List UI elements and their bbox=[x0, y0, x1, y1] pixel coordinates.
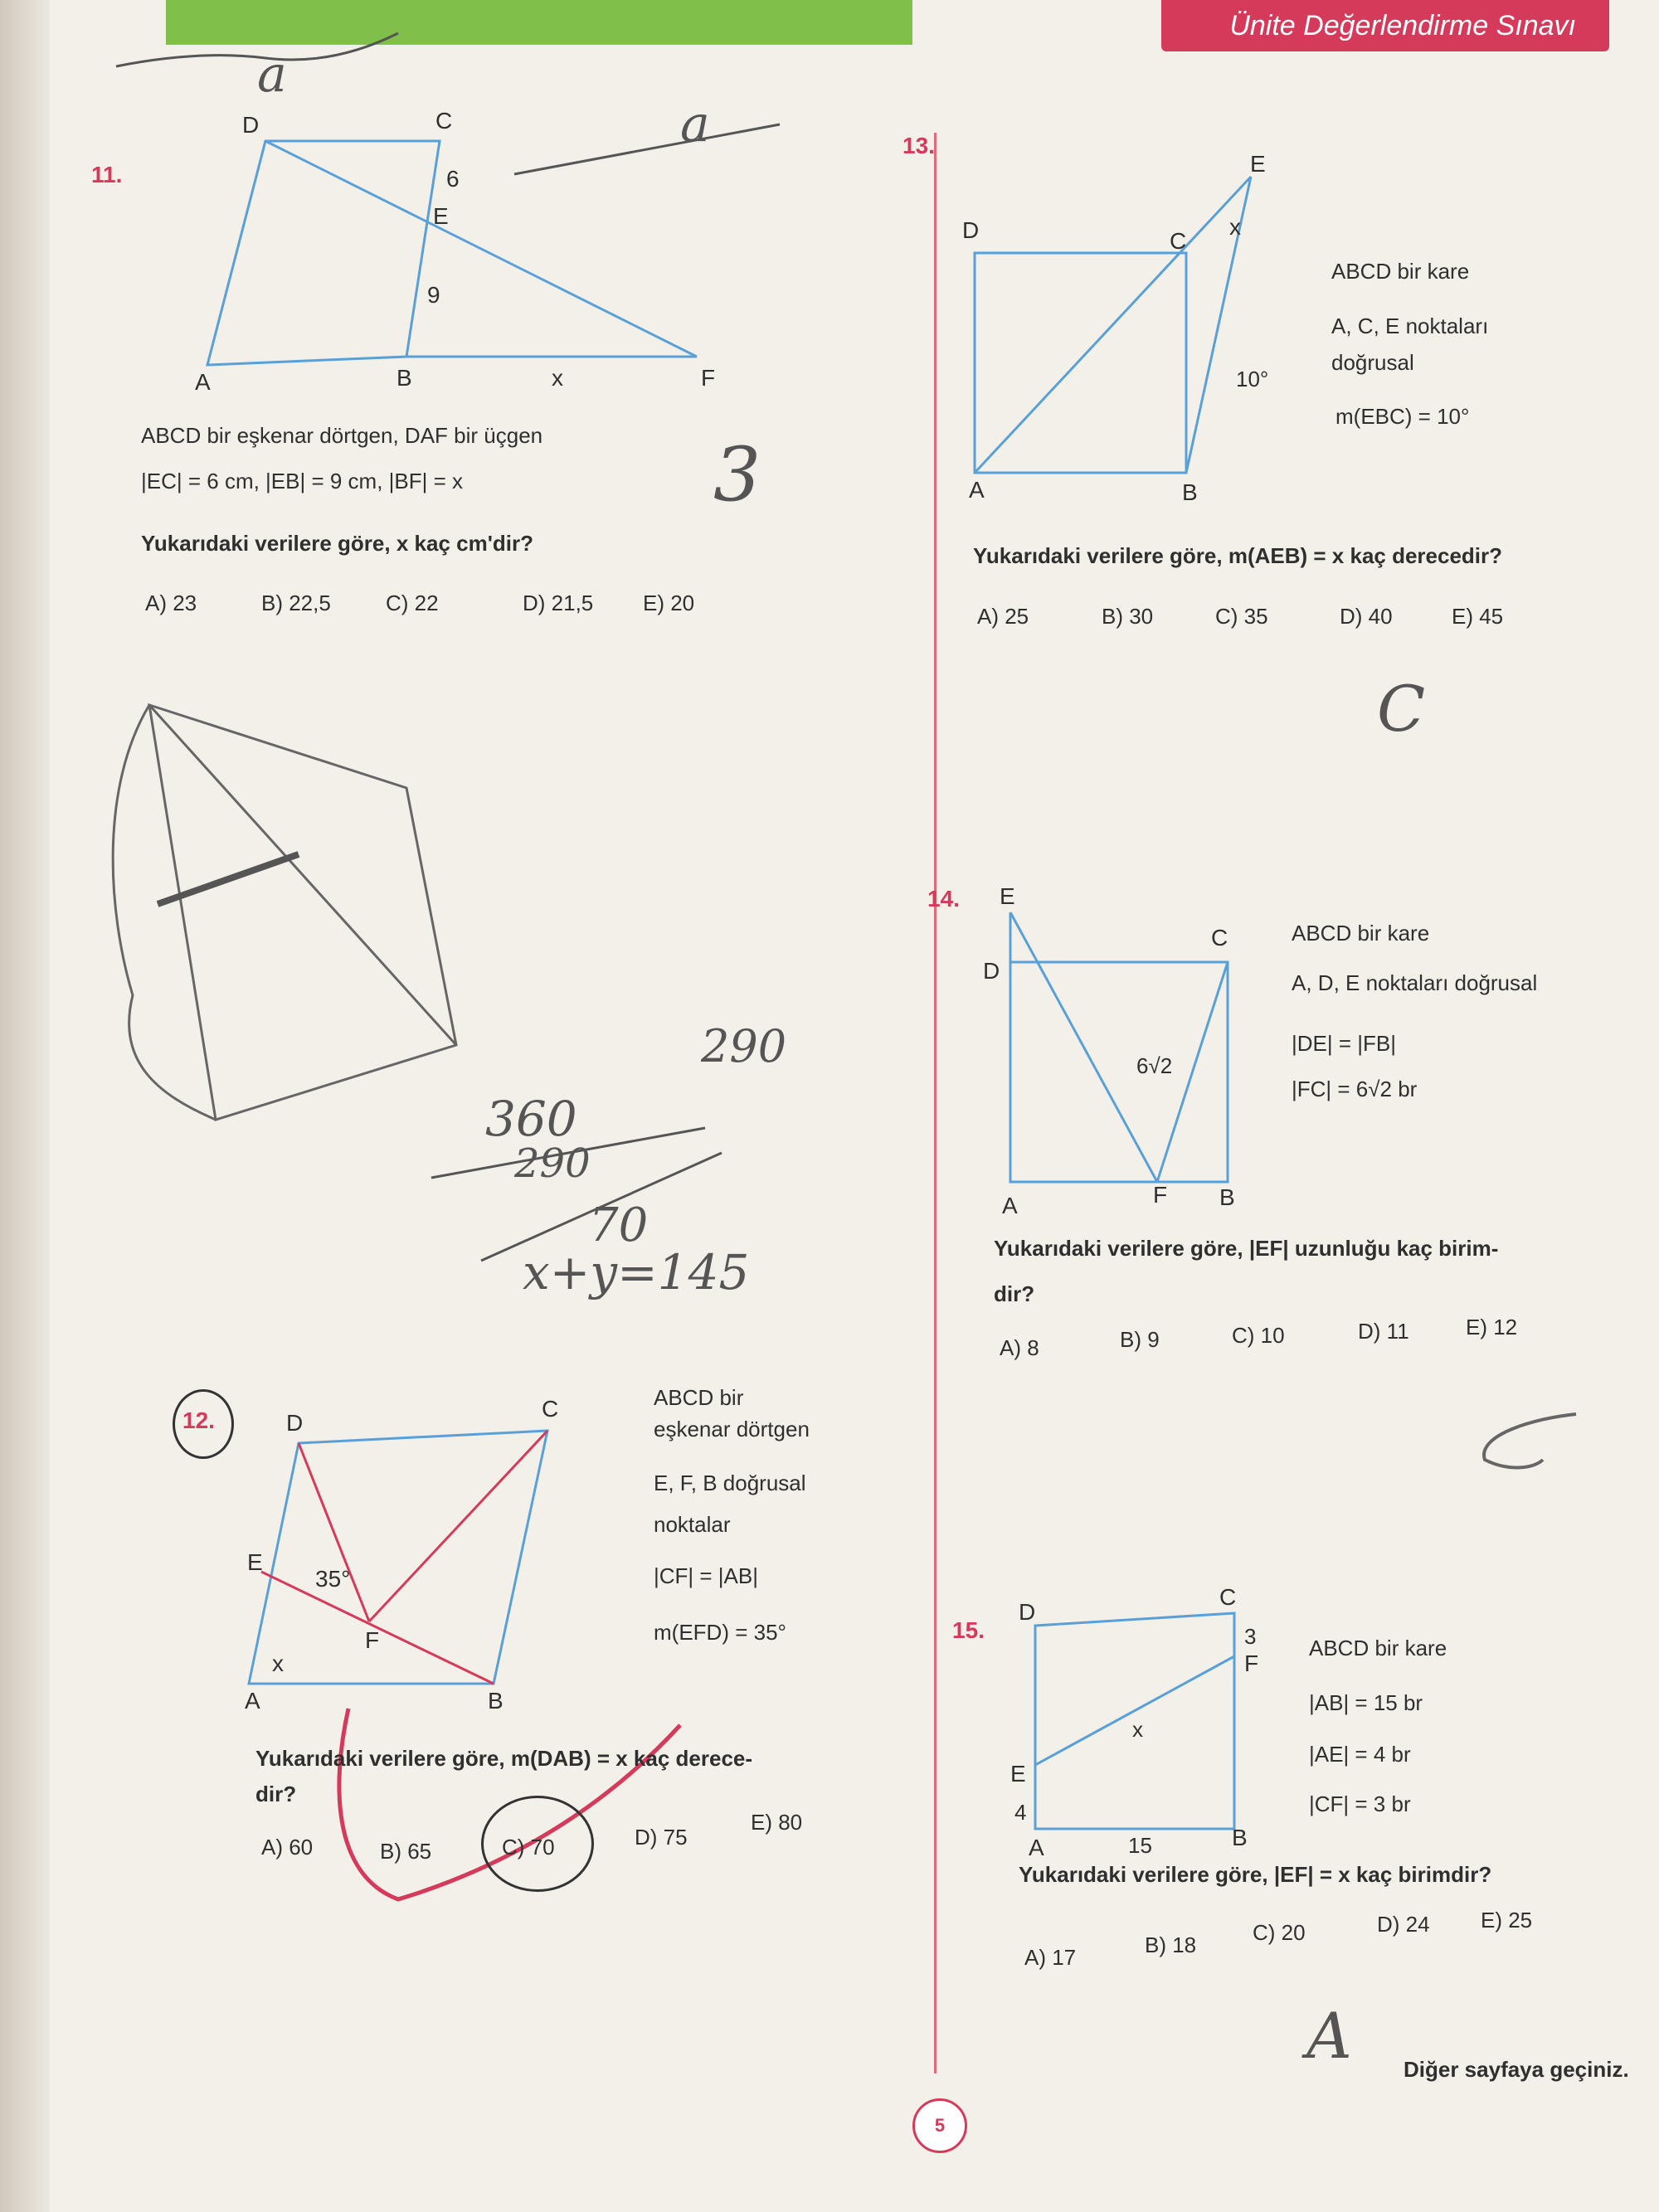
q12-given-5: |CF| = |AB| bbox=[654, 1563, 758, 1588]
q12-label-x: x bbox=[272, 1650, 284, 1676]
q12-given-3: E, F, B doğrusal bbox=[654, 1471, 806, 1495]
q14-question-line1: Yukarıdaki verilere göre, |EF| uzunluğu kaç birim- bbox=[994, 1236, 1499, 1261]
q14-number: 14. bbox=[927, 886, 960, 912]
q14-label-e: E bbox=[1000, 883, 1015, 909]
scratch-sum: x+y=145 bbox=[523, 1244, 750, 1300]
q11-question: Yukarıdaki verilere göre, x kaç cm'dir? bbox=[141, 531, 533, 556]
q13-given-3: doğrusal bbox=[1331, 350, 1414, 375]
q14-given-2: A, D, E noktaları doğrusal bbox=[1292, 970, 1538, 995]
q13-option-a[interactable]: A) 25 bbox=[977, 604, 1029, 629]
q14-option-e[interactable]: E) 12 bbox=[1466, 1315, 1518, 1339]
q14-option-b[interactable]: B) 9 bbox=[1120, 1327, 1160, 1352]
scratch-290: 290 bbox=[701, 1020, 787, 1072]
q15-given-4: |CF| = 3 br bbox=[1309, 1791, 1411, 1816]
book-gutter bbox=[0, 0, 50, 2212]
q11-label-c: C bbox=[435, 108, 453, 134]
q15-label-d: D bbox=[1019, 1599, 1036, 1625]
next-page-note: Diğer sayfaya geçiniz. bbox=[1404, 2057, 1629, 2082]
q12-option-d[interactable]: D) 75 bbox=[635, 1825, 688, 1850]
q15-label-e: E bbox=[1010, 1761, 1026, 1787]
q13-option-d[interactable]: D) 40 bbox=[1340, 604, 1393, 629]
q14-label-b: B bbox=[1219, 1184, 1235, 1210]
header-banner-title: Ünite Değerlendirme Sınavı bbox=[1229, 10, 1576, 41]
q14-question-line2: dir? bbox=[994, 1281, 1035, 1306]
q15-label-a: A bbox=[1029, 1835, 1044, 1860]
scratch-360: 360 bbox=[485, 1091, 577, 1147]
q15-option-a[interactable]: A) 17 bbox=[1024, 1945, 1077, 1970]
q15-label-ab: 15 bbox=[1128, 1833, 1152, 1858]
q14-option-a[interactable]: A) 8 bbox=[1000, 1335, 1039, 1360]
q11-option-a[interactable]: A) 23 bbox=[145, 591, 197, 615]
q13-label-x: x bbox=[1229, 214, 1241, 240]
q11-line1: ABCD bir eşkenar dörtgen, DAF bir üçgen bbox=[141, 423, 543, 448]
q12-label-d: D bbox=[286, 1410, 304, 1436]
q13-label-d: D bbox=[962, 217, 980, 243]
q12-question-line2: dir? bbox=[255, 1782, 297, 1806]
q15-option-e[interactable]: E) 25 bbox=[1481, 1908, 1533, 1932]
q15-question: Yukarıdaki verilere göre, |EF| = x kaç birimdir? bbox=[1019, 1862, 1492, 1887]
q12-label-b: B bbox=[488, 1688, 504, 1714]
q15-label-c: C bbox=[1219, 1584, 1237, 1610]
q13-question: Yukarıdaki verilere göre, m(AEB) = x kaç derecedir? bbox=[973, 543, 1503, 568]
q11-option-e[interactable]: E) 20 bbox=[643, 591, 695, 615]
q12-given-2: eşkenar dörtgen bbox=[654, 1417, 810, 1441]
q14-label-f: F bbox=[1153, 1182, 1168, 1208]
q12-given-4: noktalar bbox=[654, 1512, 731, 1537]
q14-given-3: |DE| = |FB| bbox=[1292, 1031, 1396, 1056]
q15-given-3: |AE| = 4 br bbox=[1309, 1742, 1411, 1767]
q15-given-2: |AB| = 15 br bbox=[1309, 1690, 1423, 1715]
q12-label-e: E bbox=[247, 1549, 263, 1575]
q15-hand-answer: A bbox=[1306, 1999, 1352, 2073]
q12-option-b[interactable]: B) 65 bbox=[380, 1839, 432, 1864]
q15-label-b: B bbox=[1232, 1825, 1248, 1850]
q12-label-c: C bbox=[542, 1396, 559, 1422]
q12-option-e[interactable]: E) 80 bbox=[751, 1810, 803, 1835]
q11-label-f: F bbox=[701, 365, 716, 391]
q15-given-1: ABCD bir kare bbox=[1309, 1636, 1447, 1660]
q12-option-c[interactable]: C) 70 bbox=[502, 1835, 555, 1860]
q11-label-d: D bbox=[242, 112, 260, 138]
q11-line2: |EC| = 6 cm, |EB| = 9 cm, |BF| = x bbox=[141, 469, 464, 493]
q11-option-b[interactable]: B) 22,5 bbox=[261, 591, 331, 615]
q11-label-a: A bbox=[195, 369, 211, 395]
q12-question-line1: Yukarıdaki verilere göre, m(DAB) = x kaç derece- bbox=[255, 1746, 753, 1771]
q13-hand-answer: C bbox=[1377, 672, 1426, 746]
q15-figure bbox=[50, 0, 1659, 1908]
q13-label-a: A bbox=[969, 477, 985, 503]
q13-given-1: ABCD bir kare bbox=[1331, 259, 1470, 284]
scratch-290b: 290 bbox=[514, 1140, 591, 1187]
q13-option-b[interactable]: B) 30 bbox=[1102, 604, 1154, 629]
q13-given-2: A, C, E noktaları bbox=[1331, 314, 1489, 338]
q13-label-b: B bbox=[1182, 479, 1198, 505]
q11-hand-answer: 3 bbox=[713, 431, 761, 518]
q12-option-a[interactable]: A) 60 bbox=[261, 1835, 314, 1860]
q15-label-ae: 4 bbox=[1014, 1800, 1027, 1825]
q13-number: 13. bbox=[902, 133, 935, 158]
q12-number: 12. bbox=[182, 1407, 215, 1433]
exam-page bbox=[50, 0, 1659, 2212]
q14-label-c: C bbox=[1211, 925, 1228, 950]
q12-label-a: A bbox=[245, 1688, 260, 1714]
q12-given-6: m(EFD) = 35° bbox=[654, 1620, 786, 1645]
q12-label-angle: 35° bbox=[315, 1566, 351, 1592]
q11-number: 11. bbox=[91, 162, 123, 187]
q14-label-a: A bbox=[1002, 1193, 1018, 1218]
q15-option-c[interactable]: C) 20 bbox=[1253, 1920, 1306, 1945]
q14-given-1: ABCD bir kare bbox=[1292, 921, 1430, 946]
q11-label-b: B bbox=[397, 365, 412, 391]
q14-label-d: D bbox=[983, 958, 1000, 984]
page-number: 5 bbox=[912, 2098, 967, 2153]
q11-option-d[interactable]: D) 21,5 bbox=[523, 591, 594, 615]
q15-label-x: x bbox=[1132, 1717, 1143, 1742]
q11-label-ec: 6 bbox=[446, 166, 460, 192]
q14-given-4: |FC| = 6√2 br bbox=[1292, 1077, 1418, 1101]
q14-label-fc: 6√2 bbox=[1136, 1053, 1173, 1078]
q13-given-4: m(EBC) = 10° bbox=[1335, 404, 1470, 429]
q11-hand-a: a bbox=[257, 46, 287, 104]
q14-option-d[interactable]: D) 11 bbox=[1358, 1319, 1409, 1344]
q11-label-eb: 9 bbox=[427, 282, 440, 308]
q13-option-c[interactable]: C) 35 bbox=[1215, 604, 1268, 629]
q13-option-e[interactable]: E) 45 bbox=[1452, 604, 1504, 629]
q15-option-b[interactable]: B) 18 bbox=[1145, 1932, 1197, 1957]
q15-label-f: F bbox=[1244, 1650, 1259, 1676]
q14-option-c[interactable]: C) 10 bbox=[1232, 1323, 1285, 1348]
q13-label-c: C bbox=[1170, 228, 1187, 254]
q15-number: 15. bbox=[952, 1617, 985, 1643]
scratch-70: 70 bbox=[589, 1198, 649, 1252]
q15-option-d[interactable]: D) 24 bbox=[1377, 1912, 1430, 1937]
q11-hand-a2: a bbox=[680, 95, 710, 153]
q11-option-c[interactable]: C) 22 bbox=[386, 591, 439, 615]
q11-label-bf: x bbox=[552, 365, 563, 391]
q13-label-angle: 10° bbox=[1236, 367, 1269, 391]
q15-line-ef bbox=[1035, 1656, 1234, 1765]
q12-label-f: F bbox=[365, 1627, 380, 1653]
q13-label-e: E bbox=[1250, 151, 1266, 177]
q12-given-1: ABCD bir bbox=[654, 1385, 744, 1410]
q11-label-e: E bbox=[433, 203, 449, 229]
q15-label-cf: 3 bbox=[1244, 1624, 1257, 1649]
